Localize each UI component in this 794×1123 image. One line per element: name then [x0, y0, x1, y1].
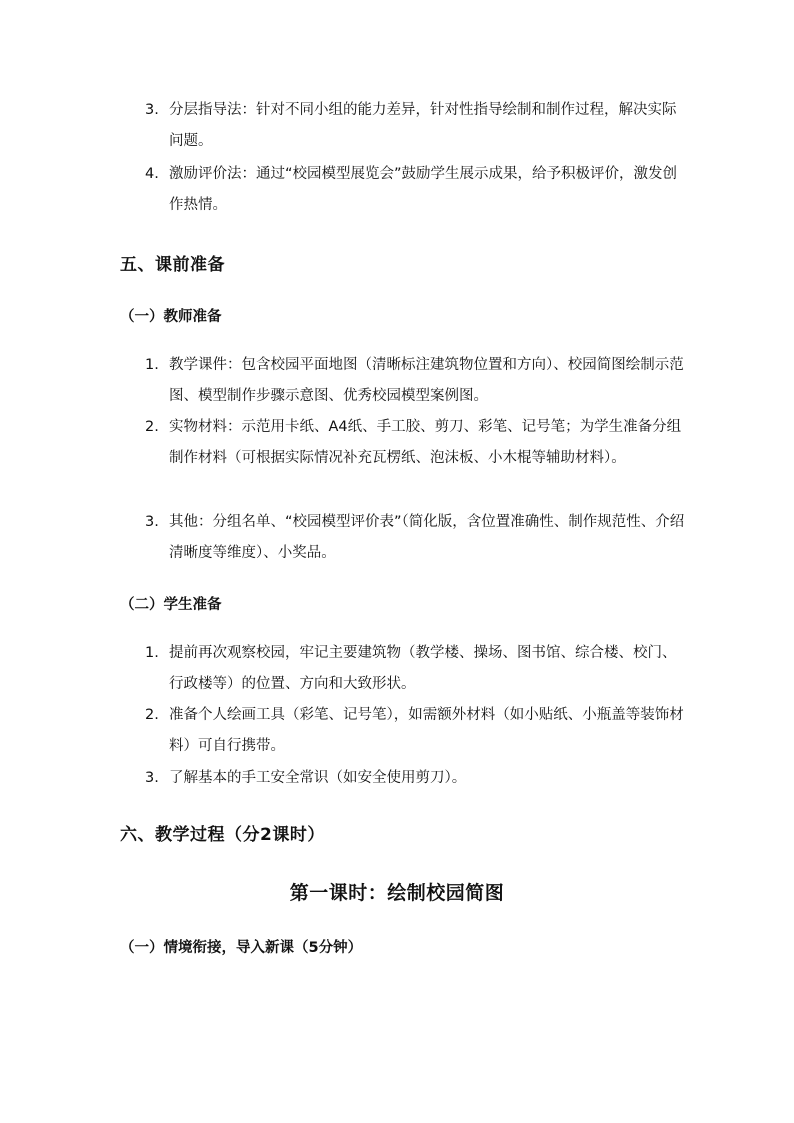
list-text: 提前再次观察校园，牢记主要建筑物（教学楼、操场、图书馆、综合楼、校门、行政楼等）的位置、方向和大致形状。: [169, 645, 677, 692]
list-text: 实物材料：示范用卡纸、A4纸、手工胶、剪刀、彩笔、记号笔；为学生准备分组制作材料（可根据实际情况补充瓦楞纸、泡沫板、小木棍等辅助材料）。: [169, 419, 682, 466]
list-number: 1.: [145, 357, 159, 373]
list-number: 3.: [145, 102, 159, 118]
list-item: [145, 507, 690, 569]
list-number: 2.: [145, 419, 159, 435]
list-item: [145, 700, 690, 762]
section-heading-5: 五、课前准备: [120, 255, 225, 275]
list-text: 分层指导法：针对不同小组的能力差异，针对性指导绘制和制作过程，解决实际问题。: [169, 102, 677, 149]
student-prep-heading: （二）学生准备: [120, 597, 222, 613]
list-text: 激励评价法：通过“校园模型展览会”鼓励学生展示成果，给予积极评价，激发创作热情。: [169, 166, 678, 213]
list-text: 其他：分组名单、“校园模型评价表”（简化版，含位置准确性、制作规范性、介绍清晰度等维度）、小奖品。: [169, 514, 685, 561]
list-text: 了解基本的手工安全常识（如安全使用剪刀）。: [169, 770, 467, 786]
list-item: [145, 412, 690, 474]
teacher-prep-heading: （一）教师准备: [120, 309, 222, 325]
list-number: 3.: [145, 514, 159, 530]
list-item: [145, 95, 690, 157]
list-text: 教学课件：包含校园平面地图（清晰标注建筑物位置和方向）、校园简图绘制示范图、模型制作步骤示意图、优秀校园模型案例图。: [169, 357, 684, 404]
list-item: [145, 763, 690, 794]
list-item: [145, 350, 690, 412]
list-number: 3.: [145, 770, 159, 786]
list-item: [145, 638, 690, 700]
lesson-title: 第一课时：绘制校园简图: [289, 882, 505, 904]
list-item: [145, 159, 690, 221]
list-text: 准备个人绘画工具（彩笔、记号笔），如需额外材料（如小贴纸、小瓶盖等装饰材料）可自行携带。: [169, 707, 684, 754]
list-number: 1.: [145, 645, 159, 661]
section-heading-6: 六、教学过程（分2课时）: [120, 825, 325, 845]
list-number: 4.: [145, 166, 159, 182]
subsection-heading: （一）情境衔接，导入新课（5分钟）: [120, 940, 363, 956]
list-number: 2.: [145, 707, 159, 723]
